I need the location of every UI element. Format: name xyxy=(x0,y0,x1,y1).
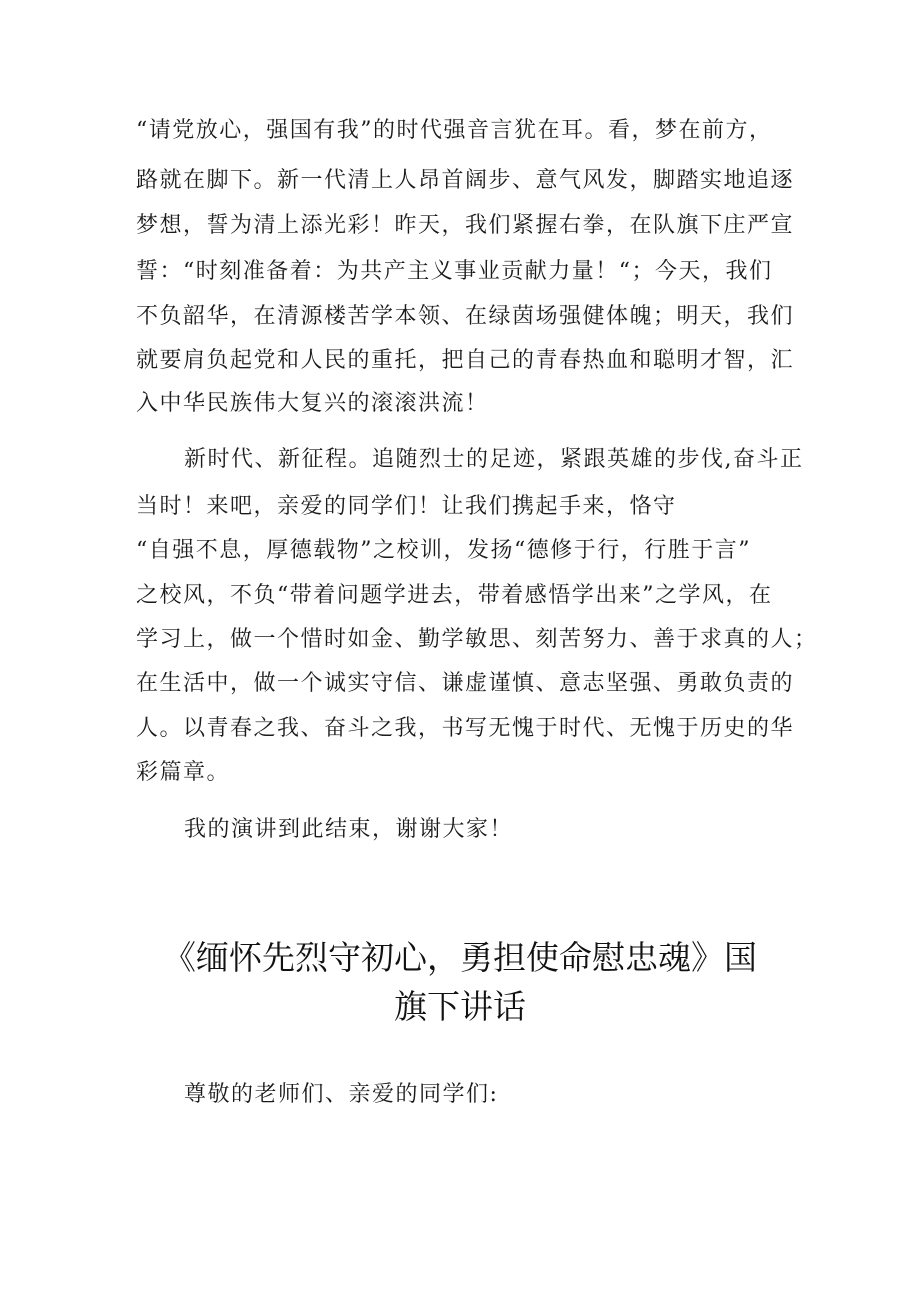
paragraph-line: 不负韶华，在清源楼苦学本领、在绿茵场强健体魄；明天，我们 xyxy=(136,304,795,329)
paragraph-line: “自强不息，厚德载物”之校训，发扬“德修于行，行胜于言” xyxy=(136,538,751,563)
paragraph-line: 学习上，做一个惜时如金、勤学敏思、刻苦努力、善于求真的人； xyxy=(136,627,818,652)
paragraph-line: 新时代、新征程。追随烈士的足迹，紧跟英雄的步伐,奋斗正 xyxy=(184,447,804,472)
paragraph-line: 在生活中，做一个诚实守信、谦虚谨慎、意志坚强、勇敢负责的 xyxy=(136,671,795,696)
paragraph-line: 彩篇章。 xyxy=(136,760,231,785)
paragraph-line: 入中华民族伟大复兴的滚滚洪流！ xyxy=(136,391,489,416)
title-line: 旗下讲话 xyxy=(394,987,526,1026)
paragraph-line: 梦想，誓为清上添光彩！昨天，我们紧握右拳，在队旗下庄严宣 xyxy=(136,213,795,238)
paragraph-line: 人。以青春之我、奋斗之我，书写无愧于时代、无愧于历史的华 xyxy=(136,716,795,741)
title-line: 《缅怀先烈守初心，勇担使命慰忠魂》国 xyxy=(163,938,757,977)
paragraph-line: 誓：“时刻准备着：为共产主义事业贡献力量！“；今天，我们 xyxy=(136,259,773,284)
paragraph-line: “请党放心，强国有我”的时代强音言犹在耳。看，梦在前方， xyxy=(136,118,773,143)
salutation: 尊敬的老师们、亲爱的同学们: xyxy=(184,1082,499,1107)
paragraph-line: 就要肩负起党和人民的重托，把自己的青春热血和聪明才智，汇 xyxy=(136,348,795,373)
closing-line: 我的演讲到此结束，谢谢大家！ xyxy=(184,817,514,842)
paragraph-line: 路就在脚下。新一代清上人昂首阔步、意气风发，脚踏实地追逐 xyxy=(136,168,795,193)
paragraph-line: 之校风，不负“带着问题学进去，带着感悟学出来”之学风，在 xyxy=(136,583,773,608)
paragraph-line: 当时！来吧，亲爱的同学们！让我们携起手来，恪守 xyxy=(136,494,677,519)
